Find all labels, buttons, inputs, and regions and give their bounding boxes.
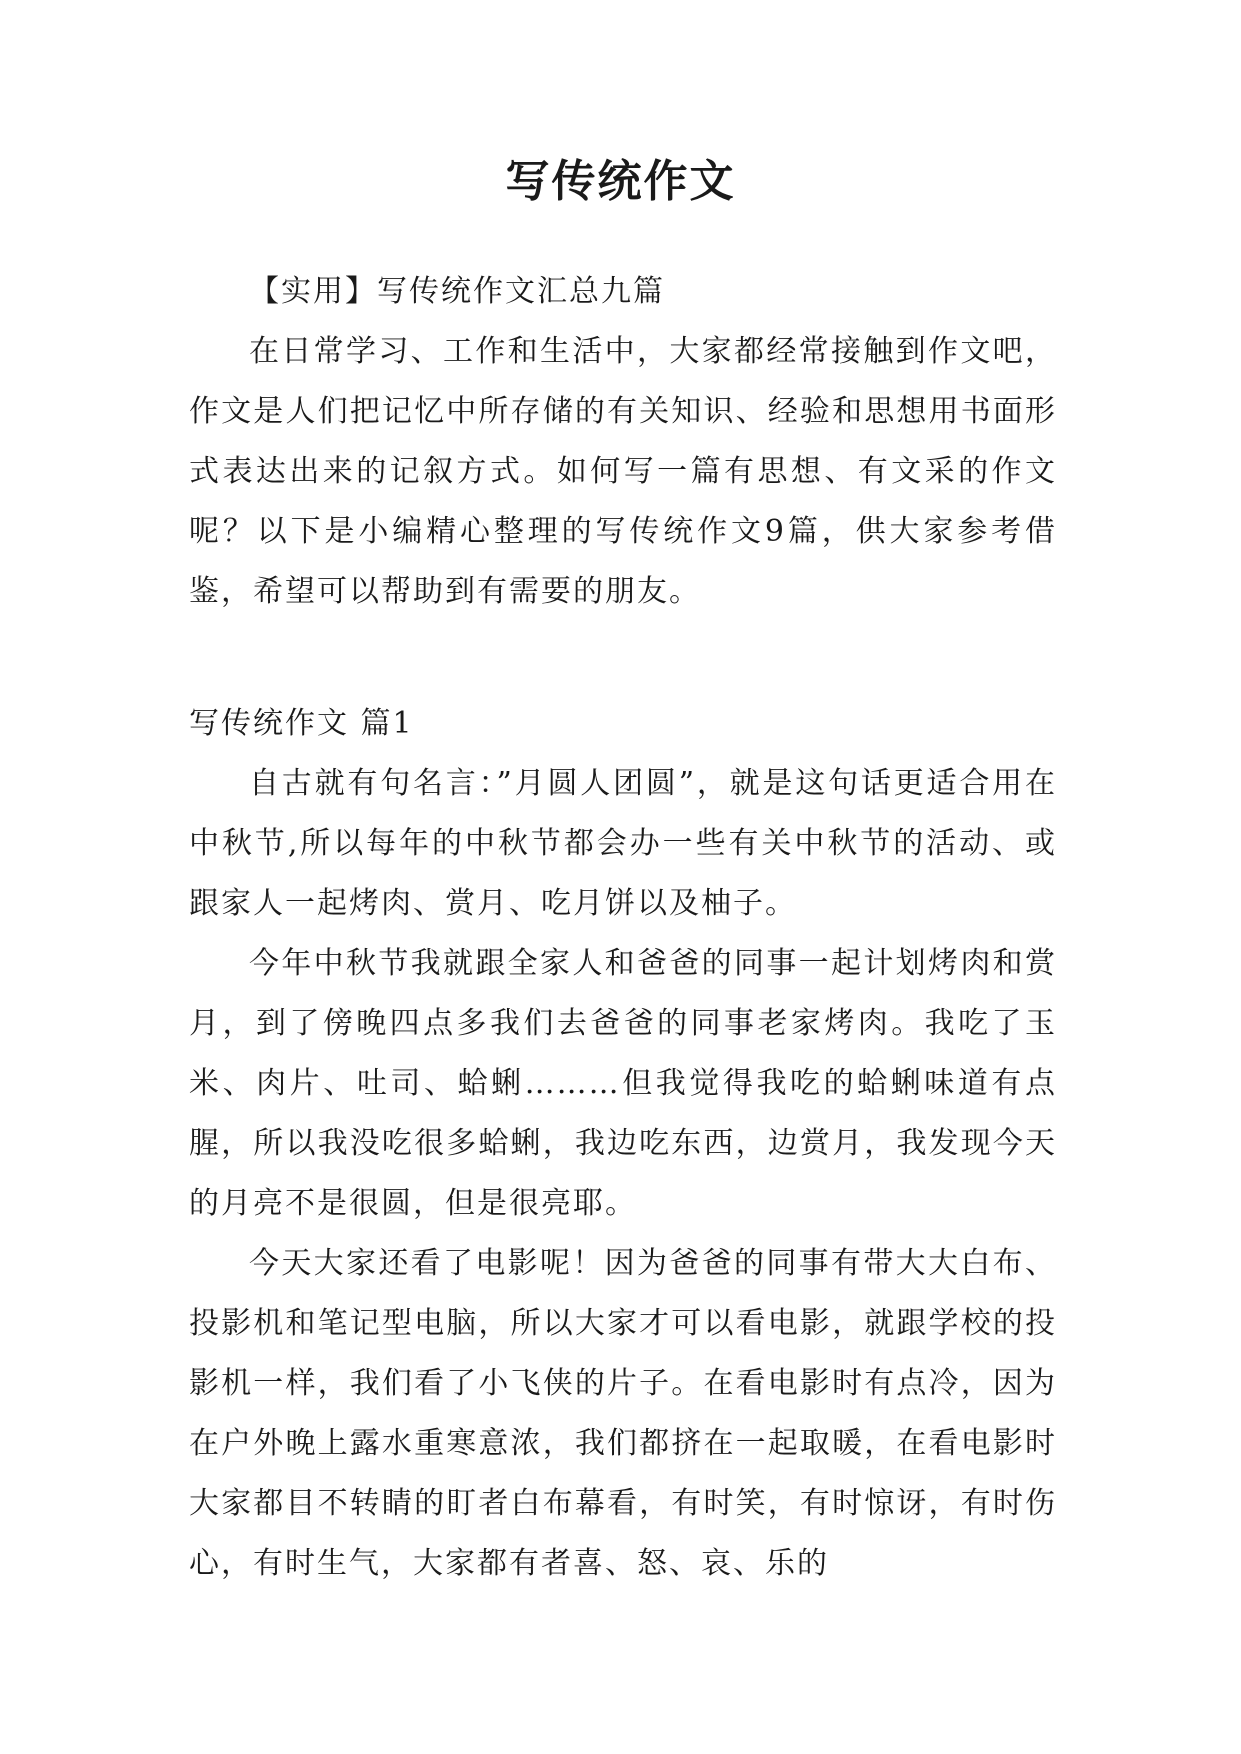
section-body xyxy=(189,754,1057,1594)
body-paragraph: 今天大家还看了电影呢！因为爸爸的同事有带大大白布、投影机和笔记型电脑，所以大家才可以看电影，就跟学校的投影机一样，我们看了小飞侠的片子。在看电影时有点冷，因为在户外晚上露水重寒意浓，我们都挤在一起取暖，在看电影时大家都目不转睛的盯者白布幕看，有时笑，有时惊讶，有时伤心，有时生气，大家都有者喜、怒、哀、乐的 xyxy=(189,1246,1057,1581)
document-title: 写传统作文 xyxy=(505,156,736,207)
document-subtitle: 【实用】写传统作文汇总九篇 xyxy=(249,274,665,309)
intro-block xyxy=(189,262,1057,622)
section-heading: 写传统作文 篇1 xyxy=(189,706,414,741)
intro-paragraph: 在日常学习、工作和生活中，大家都经常接触到作文吧，作文是人们把记忆中所存储的有关知识、经验和思想用书面形式表达出来的记叙方式。如何写一篇有思想、有文采的作文呢？以下是小编精心整理的写传统作文9篇，供大家参考借鉴，希望可以帮助到有需要的朋友。 xyxy=(189,334,1057,609)
body-paragraph: 今年中秋节我就跟全家人和爸爸的同事一起计划烤肉和赏月，到了傍晚四点多我们去爸爸的同事老家烤肉。我吃了玉米、肉片、吐司、蛤蜊………但我觉得我吃的蛤蜊味道有点腥，所以我没吃很多蛤蜊，我边吃东西，边赏月，我发现今天的月亮不是很圆，但是很亮耶。 xyxy=(189,946,1057,1221)
body-paragraph: 自古就有句名言：”月圆人团圆”，就是这句话更适合用在中秋节,所以每年的中秋节都会办一些有关中秋节的活动、或跟家人一起烤肉、赏月、吃月饼以及柚子。 xyxy=(189,766,1057,921)
